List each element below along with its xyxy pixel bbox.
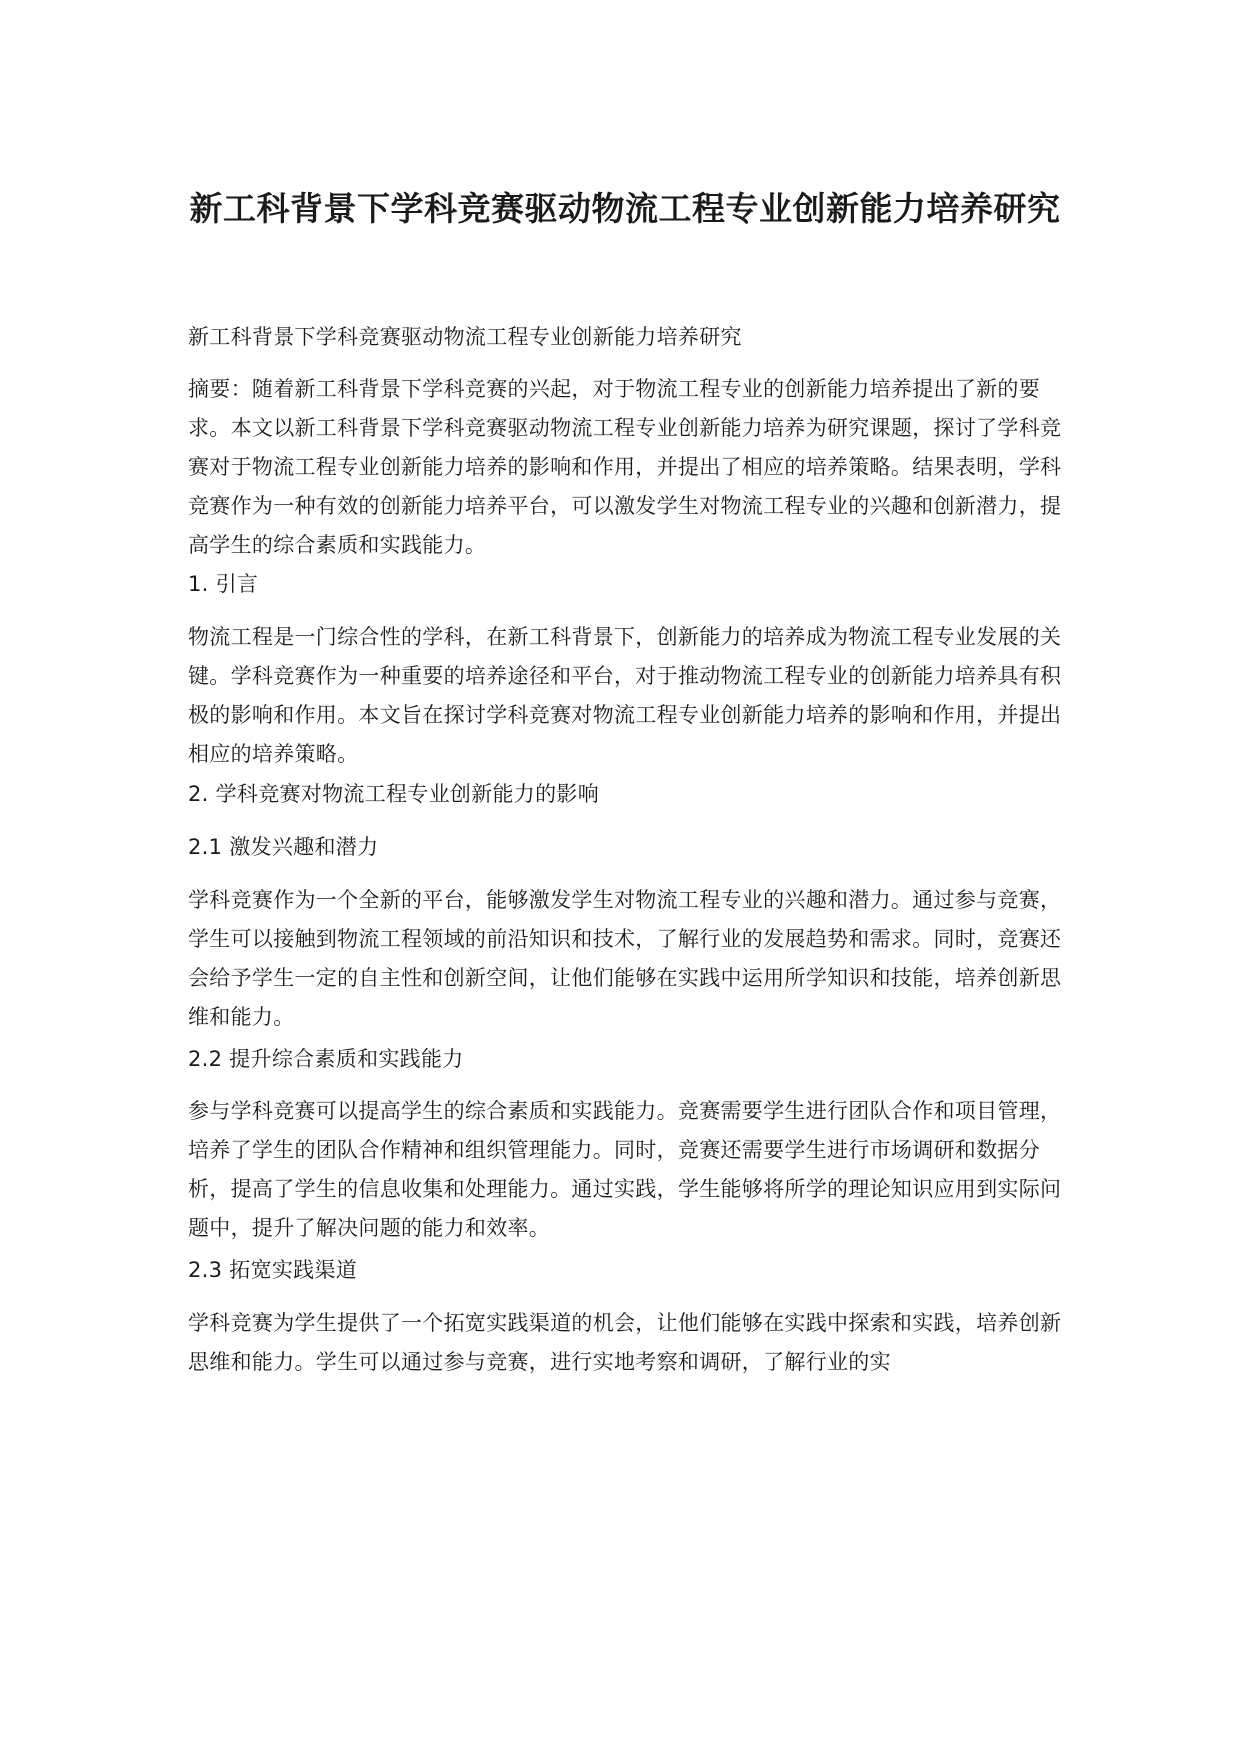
section-2-1-heading: 2.1 激发兴趣和潜力	[188, 835, 379, 859]
section-2-heading: 2. 学科竞赛对物流工程专业创新能力的影响	[188, 782, 600, 806]
section-2-2-paragraph: 参与学科竞赛可以提高学生的综合素质和实践能力。竞赛需要学生进行团队合作和项目管理，培养了学生的团队合作精神和组织管理能力。同时，竞赛还需要学生进行市场调研和数据分析，提高了学生的信息收集和处理能力。通过实践，学生能够将所学的理论知识应用到实际问题中，提升了解决问题的能力和效率。	[188, 1099, 1062, 1240]
section-1-heading: 1. 引言	[188, 572, 259, 596]
section-2-3-paragraph: 学科竞赛为学生提供了一个拓宽实践渠道的机会，让他们能够在实践中探索和实践，培养创新思维和能力。学生可以通过参与竞赛，进行实地考察和调研，了解行业的实	[188, 1311, 1062, 1374]
section-1-paragraph: 物流工程是一门综合性的学科，在新工科背景下，创新能力的培养成为物流工程专业发展的关键。学科竞赛作为一种重要的培养途径和平台，对于推动物流工程专业的创新能力培养具有积极的影响和作用。本文旨在探讨学科竞赛对物流工程专业创新能力培养的影响和作用，并提出相应的培养策略。	[188, 625, 1062, 766]
document-title: 新工科背景下学科竞赛驱动物流工程专业创新能力培养研究	[189, 189, 1061, 228]
section-2-3-heading: 2.3 拓宽实践渠道	[188, 1258, 358, 1282]
abstract-paragraph: 摘要：随着新工科背景下学科竞赛的兴起，对于物流工程专业的创新能力培养提出了新的要求。本文以新工科背景下学科竞赛驱动物流工程专业创新能力培养为研究课题，探讨了学科竞赛对于物流工程专业创新能力培养的影响和作用，并提出了相应的培养策略。结果表明，学科竞赛作为一种有效的创新能力培养平台，可以激发学生对物流工程专业的兴趣和创新潜力，提高学生的综合素质和实践能力。	[188, 377, 1062, 557]
section-2-2-heading: 2.2 提升综合素质和实践能力	[188, 1047, 464, 1071]
subtitle-line: 新工科背景下学科竞赛驱动物流工程专业创新能力培养研究	[188, 325, 742, 349]
section-2-1-paragraph: 学科竞赛作为一个全新的平台，能够激发学生对物流工程专业的兴趣和潜力。通过参与竞赛，学生可以接触到物流工程领域的前沿知识和技术，了解行业的发展趋势和需求。同时，竞赛还会给予学生一定的自主性和创新空间，让他们能够在实践中运用所学知识和技能，培养创新思维和能力。	[188, 888, 1062, 1029]
